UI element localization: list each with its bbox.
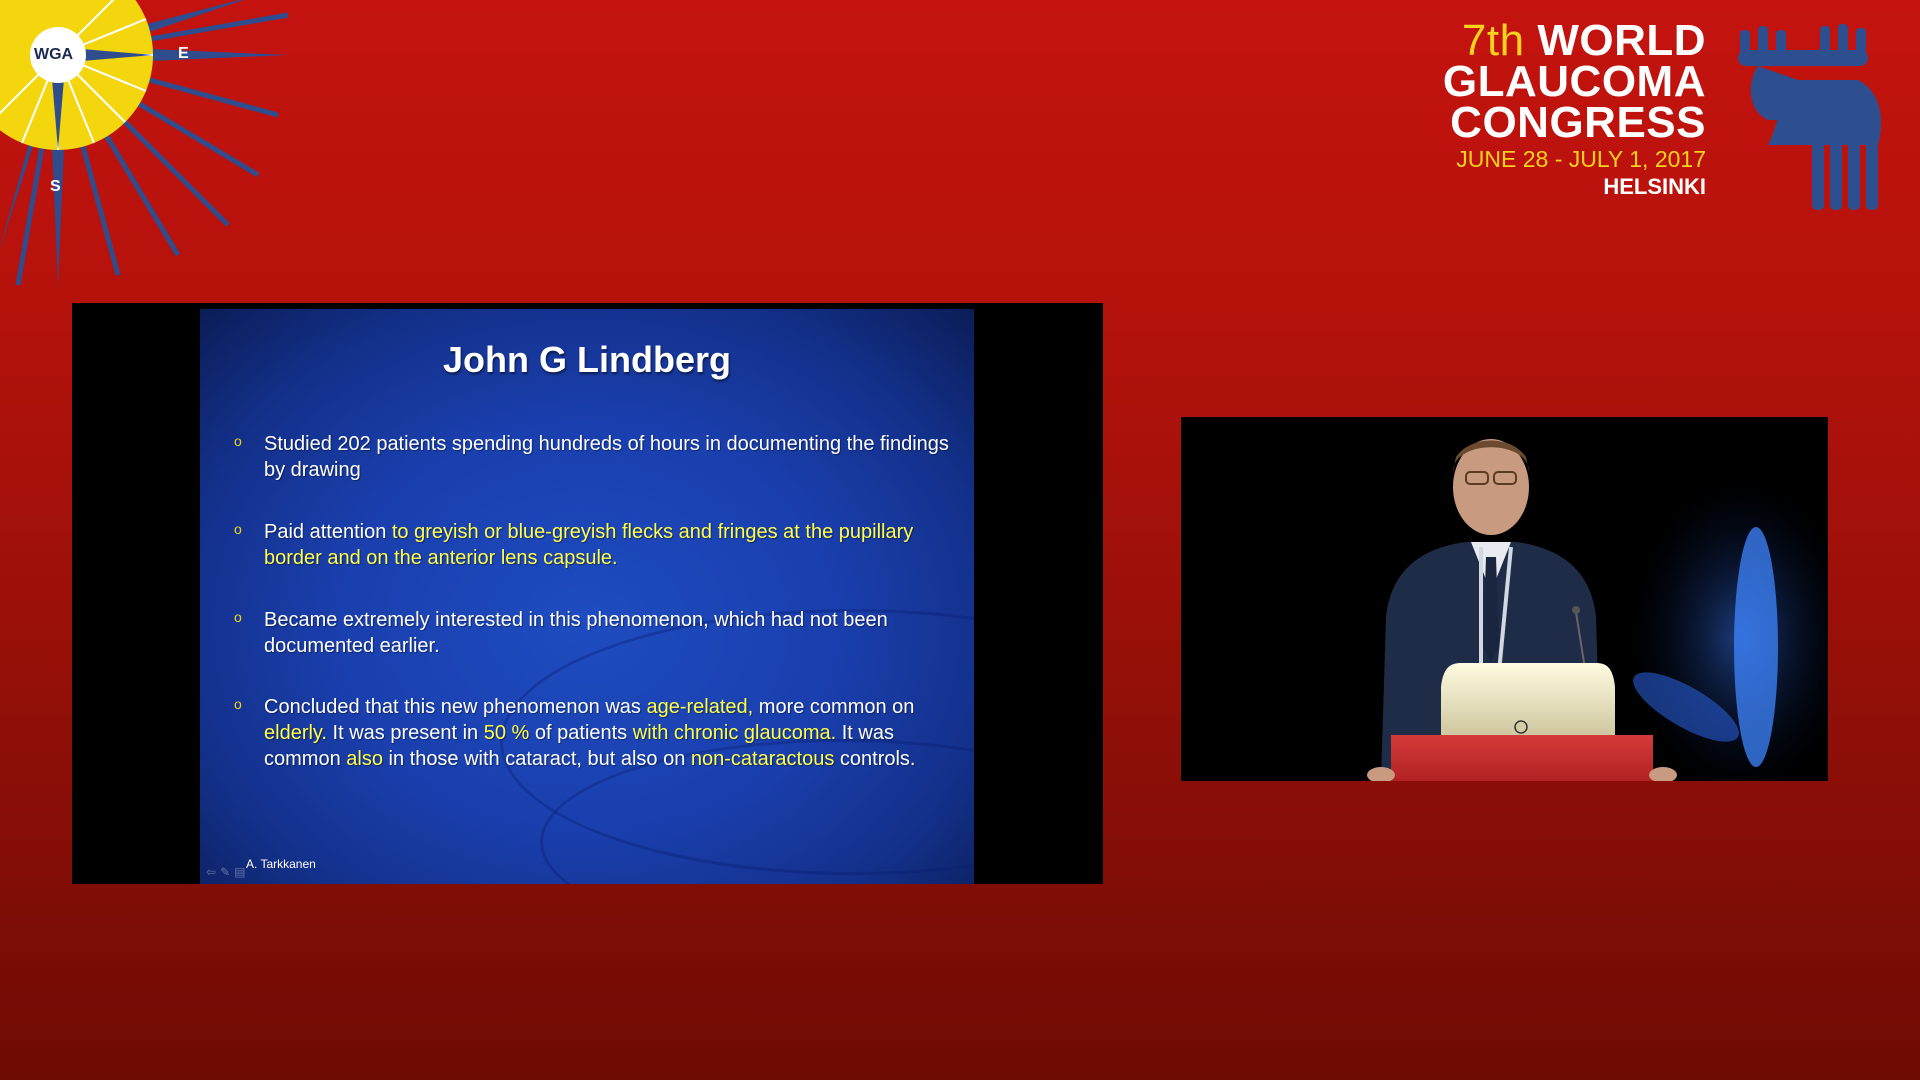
presentation-slide (200, 309, 974, 884)
bullet-highlight-text: non-cataractous (690, 748, 835, 770)
bullet-highlight-text: age-related, (646, 696, 754, 718)
bullet-plain-text: Studied 202 patients spending hundreds of hours in documenting the findings by drawing (264, 433, 949, 481)
moose-icon (1738, 20, 1890, 210)
bullet-plain-text: It was common (264, 722, 894, 770)
bullet-marker: o (234, 609, 242, 625)
bullet-plain-text: Concluded that this new phenomenon was (264, 696, 647, 718)
slide-author: A. Tarkkanen (246, 857, 316, 871)
moose-logo (1738, 20, 1890, 210)
bullet-highlight-text: to greyish or blue-greyish flecks and fringes at the pupillary border and on the anterior lens capsule. (264, 521, 914, 569)
bullet-plain-text: in those with cataract, but also on (382, 748, 691, 770)
bullet-plain-text: controls. (834, 748, 916, 770)
bullet-highlight-text: with chronic glaucoma. (632, 722, 837, 744)
bullet-text (264, 694, 964, 772)
compass-east-label: E (178, 45, 189, 62)
bullet-text (264, 607, 964, 659)
congress-title-block (1286, 16, 1706, 201)
compass-south-label: S (50, 178, 61, 195)
bullet-plain-text: Became extremely interested in this phenomenon, which had not been documented earlier. (264, 609, 888, 657)
bullet-marker: o (234, 521, 242, 537)
slide-video-panel (72, 303, 1103, 884)
menu-icon[interactable]: ▤ (234, 865, 250, 879)
compass-star-icon (0, 0, 300, 300)
bullet-highlight-text: also (346, 748, 383, 770)
congress-ordinal: 7th (1461, 16, 1525, 65)
congress-city: HELSINKI (1603, 174, 1706, 199)
congress-title-line2: GLAUCOMA (1442, 57, 1706, 106)
bullet-plain-text: It was present in (327, 722, 484, 744)
bullet-marker: o (234, 696, 242, 712)
congress-title-line3: CONGRESS (1450, 98, 1706, 147)
bullet-marker: o (234, 433, 242, 449)
bullet-plain-text: Paid attention (264, 521, 392, 543)
bullet-text (264, 431, 964, 483)
slide-title: John G Lindberg (443, 339, 731, 380)
back-arrow-icon[interactable]: ⇦ (206, 865, 221, 879)
bullet-plain-text: more common on (753, 696, 915, 718)
pen-icon[interactable]: ✎ (220, 865, 235, 879)
speaker-video-frame (1181, 417, 1828, 781)
bullet-text (264, 519, 964, 571)
congress-title-line1 (1286, 16, 1706, 65)
speaker-video-panel (1181, 417, 1828, 781)
slide-toolbar[interactable] (206, 865, 249, 879)
wga-logo-text: WGA (34, 46, 74, 63)
congress-world: WORLD (1537, 16, 1706, 65)
bullet-highlight-text: elderly. (264, 722, 327, 744)
bullet-plain-text: of patients (529, 722, 633, 744)
bullet-highlight-text: 50 % (483, 722, 530, 744)
wga-logo (0, 0, 300, 300)
congress-dates: JUNE 28 - JULY 1, 2017 (1456, 146, 1706, 172)
